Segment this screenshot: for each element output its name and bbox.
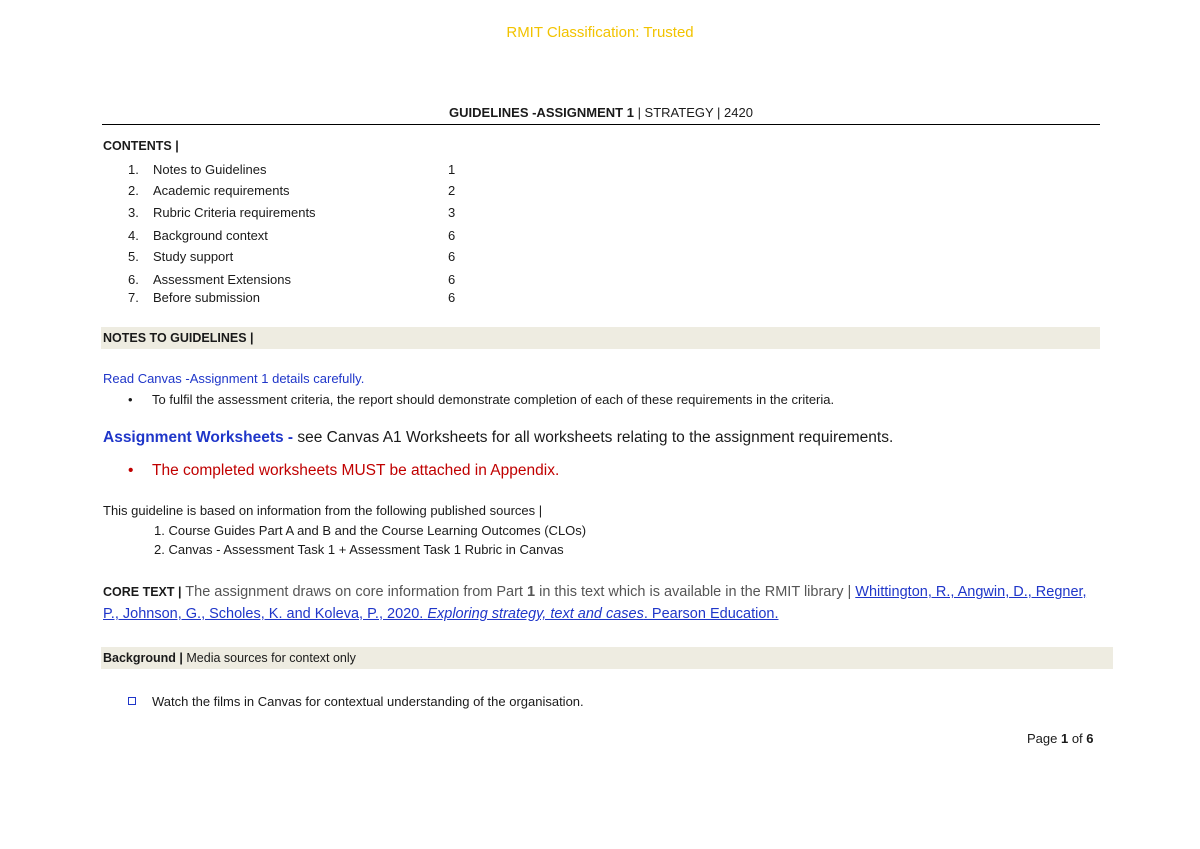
toc-label: Before submission [153,290,260,305]
current-page: 1 [1060,731,1069,746]
notes-heading: NOTES TO GUIDELINES | [103,331,254,345]
document-title [102,105,1100,120]
toc-label: Academic requirements [153,183,290,198]
toc-number: 7. [128,290,139,305]
toc-page: 6 [448,290,456,305]
contents-heading: CONTENTS | [103,139,179,153]
background-heading-rest: Media sources for context only [182,651,356,665]
toc-label: Study support [153,249,234,264]
reference-publisher: . Pearson Education. [643,606,779,622]
background-item [128,694,584,709]
worksheets-bullet-text: The completed worksheets MUST be attached in Appendix. [152,462,560,479]
toc-item[interactable] [128,290,455,308]
toc-label: Notes to Guidelines [153,162,267,177]
toc-page: 2 [448,183,456,198]
core-text-label: CORE TEXT | [103,585,182,599]
notes-heading-bar [101,327,1100,349]
core-text-body-2: in this text which is available in the RMIT library | [535,584,852,600]
toc-page: 6 [448,249,456,264]
core-text-paragraph [103,581,1093,625]
criteria-bullet-text: To fulfil the assessment criteria, the report should demonstrate completion of each of these requirements in the criteria. [152,392,835,407]
toc-item[interactable] [128,183,455,201]
toc-number: 5. [128,249,139,264]
worksheets-bullet [128,462,559,480]
worksheets-label: Assignment Worksheets - [103,429,294,446]
background-heading: Background | [103,651,183,665]
core-text-part: 1 [526,584,536,600]
page-number [1027,731,1094,746]
classification-label: RMIT Classification: Trusted [506,24,694,41]
background-heading-bar [101,647,1113,669]
header-divider [102,124,1100,125]
toc-number: 1. [128,162,139,177]
page-label: Page [1027,731,1061,746]
toc-number: 2. [128,183,139,198]
toc-label: Background context [153,228,268,243]
toc-label: Rubric Criteria requirements [153,205,316,220]
core-text-body: The assignment draws on core information from Part [181,584,527,600]
source-item: 2. Canvas - Assessment Task 1 + Assessment Task 1 Rubric in Canvas [154,542,564,557]
document-title-bold: GUIDELINES -ASSIGNMENT 1 [449,105,634,120]
toc-item[interactable] [128,272,455,290]
toc-page: 6 [448,228,456,243]
source-item: 1. Course Guides Part A and B and the Course Learning Outcomes (CLOs) [154,523,587,538]
sources-intro: This guideline is based on information from the following published sources | [103,503,543,518]
background-item-text: Watch the films in Canvas for contextual understanding of the organisation. [152,694,584,709]
worksheets-text: see Canvas A1 Worksheets for all worksheets relating to the assignment requirements. [293,429,894,446]
worksheets-paragraph [103,429,893,447]
toc-item[interactable] [128,228,455,246]
toc-number: 3. [128,205,139,220]
bullet-icon: • [128,392,133,407]
bullet-icon: • [128,462,134,479]
toc-page: 3 [448,205,456,220]
toc-item[interactable] [128,162,455,180]
toc-page: 1 [448,162,456,177]
toc-item[interactable] [128,205,455,223]
reference-authors: Whittington, R., Angwin, D., Regner, P., Johnson, G., Scholes, K. and Koleva, P., 2020. [103,584,1087,622]
toc-number: 4. [128,228,139,243]
criteria-bullet [128,392,834,407]
total-pages: 6 [1086,731,1094,746]
page-of: of [1068,731,1087,746]
read-canvas-note: Read Canvas -Assignment 1 details carefully. [103,371,365,386]
toc-item[interactable] [128,249,455,267]
toc-number: 6. [128,272,139,287]
document-title-rest: | STRATEGY | 2420 [633,105,753,120]
toc-page: 6 [448,272,456,287]
square-bullet-icon [128,697,136,705]
toc-label: Assessment Extensions [153,272,292,287]
reference-title: Exploring strategy, text and cases [427,606,644,622]
